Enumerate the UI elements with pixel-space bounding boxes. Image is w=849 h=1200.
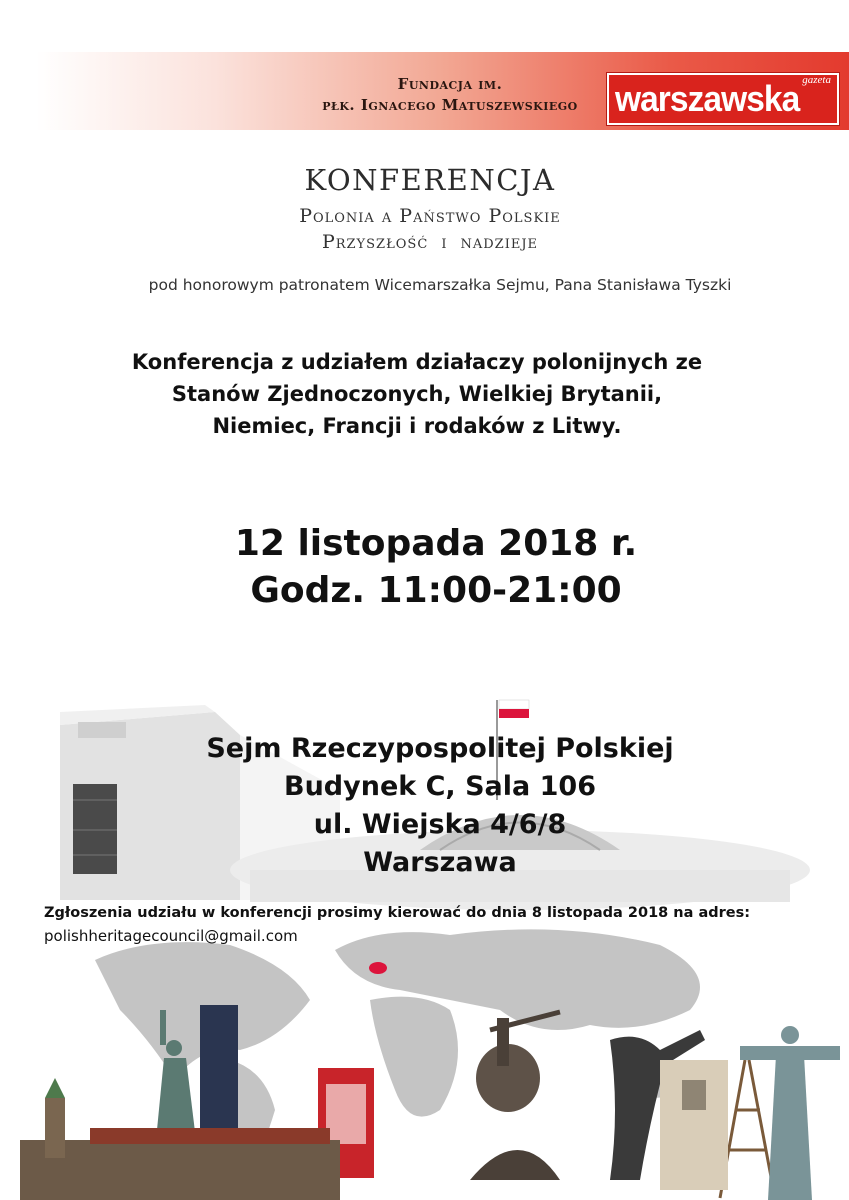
venue-line: ul. Wiejska 4/6/8	[313, 809, 567, 840]
registration-note: Zgłoszenia udziału w konferencji prosimy kierować do dnia 8 listopada 2018 na adres:	[44, 905, 751, 921]
patronage-note: pod honorowym patronatem Wicemarszałka Sejmu, Pana Stanisława Tyszki	[148, 276, 732, 294]
eiffel-tower-image	[720, 1060, 775, 1198]
venue-line: Warszawa	[363, 847, 517, 878]
conference-subtitle-2: Przyszłość i nadzieje	[321, 231, 539, 253]
conference-title: KONFERENCJA	[304, 163, 556, 197]
contact-email[interactable]: polishheritagecouncil@gmail.com	[44, 927, 298, 945]
skyscraper-image	[200, 1005, 238, 1135]
venue-line: Budynek C, Sala 106	[284, 771, 596, 802]
warsaw-mermaid-image	[470, 1012, 560, 1180]
foundation-name	[300, 74, 600, 116]
gazeta-warszawska-logo	[607, 73, 839, 125]
description-line: Niemiec, Francji i rodaków z Litwy.	[212, 414, 622, 438]
christ-statue-image	[740, 1026, 840, 1200]
logo-main-text: warszawska	[615, 78, 800, 119]
event-hours: Godz. 11:00-21:00	[250, 570, 622, 611]
foundation-line-2: płk. Ignacego Matuszewskiego	[322, 96, 578, 114]
logo-small-text: gazeta	[802, 74, 831, 86]
conference-subtitle-1: Polonia a Państwo Polskie	[299, 205, 561, 227]
landmarks-collage	[0, 690, 849, 1200]
description-line: Konferencja z udziałem działaczy polonijnych ze	[131, 350, 703, 374]
sejm-building-image	[60, 700, 810, 910]
description-line: Stanów Zjednoczonych, Wielkiej Brytanii,	[171, 382, 663, 406]
church-image	[660, 1060, 728, 1190]
venue-line: Sejm Rzeczypospolitej Polskiej	[206, 733, 674, 764]
poland-marker	[369, 962, 387, 974]
event-date: 12 listopada 2018 r.	[234, 523, 638, 564]
foundation-line-1: Fundacja im.	[397, 75, 503, 93]
